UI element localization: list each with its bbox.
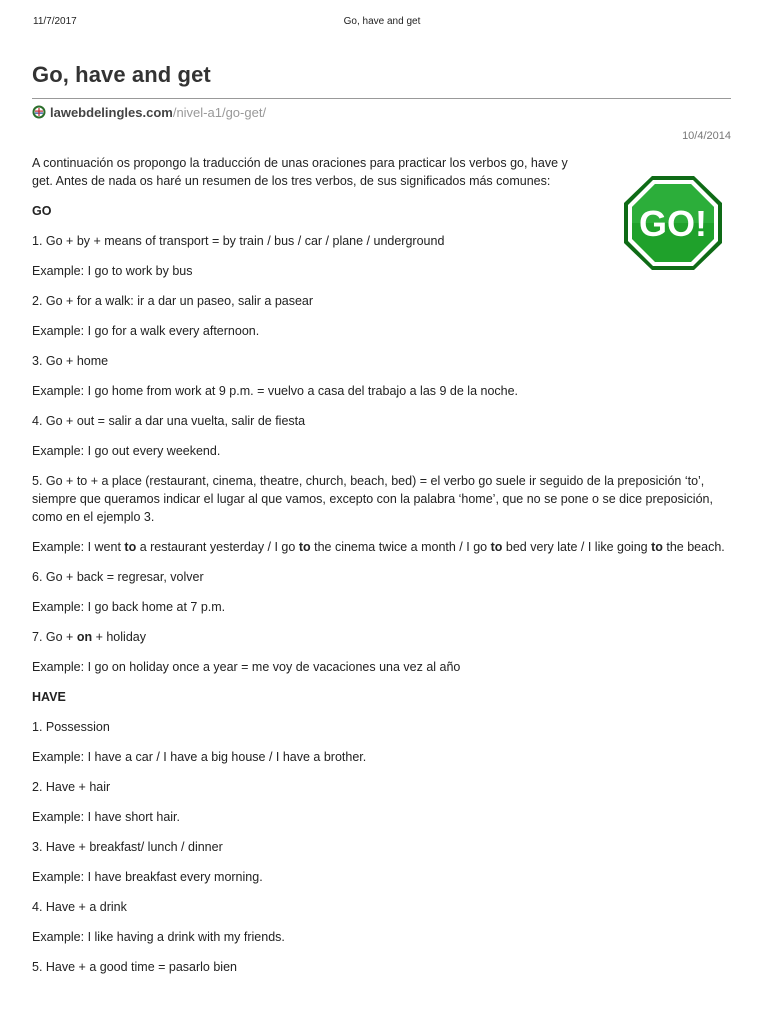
section-heading-have: HAVE [32,690,66,704]
print-title: Go, have and get [343,16,421,27]
go-item-4: 4. Go + out = salir a dar una vuelta, salir de fiesta [32,414,306,428]
have-item-3: 3. Have + breakfast/ lunch / dinner [32,840,223,854]
title-divider [32,98,731,99]
site-favicon-icon [32,105,46,119]
have-example-2: Example: I have short hair. [32,810,180,824]
go-example-6: Example: I go back home at 7 p.m. [32,600,226,614]
go-item-6: 6. Go + back = regresar, volver [32,570,204,584]
go-example-1: Example: I go to work by bus [32,264,193,278]
source-path[interactable]: /nivel-a1/go-get/ [172,104,267,120]
have-example-4: Example: I like having a drink with my friends. [32,930,285,944]
have-item-2: 2. Have + hair [32,780,111,794]
post-date: 10/4/2014 [682,130,731,142]
go-example-3: Example: I go home from work at 9 p.m. = vuelvo a casa del trabajo a las 9 de la noche. [32,384,519,398]
section-heading-go: GO [32,204,52,218]
article-title: Go, have and get [32,62,211,87]
go-example-4: Example: I go out every weekend. [32,444,221,458]
go-item-1: 1. Go + by + means of transport = by train / bus / car / plane / underground [32,234,445,248]
have-item-1: 1. Possession [32,720,110,734]
have-item-4: 4. Have + a drink [32,900,127,914]
go-example-5: Example: I went to a restaurant yesterday / I go to the cinema twice a month / I go to bed very late / I like going to the beach. [32,540,725,554]
print-date: 11/7/2017 [33,16,77,27]
go-item-3: 3. Go + home [32,354,109,368]
source-domain[interactable]: lawebdelingles.com [50,104,173,120]
go-item-2: 2. Go + for a walk: ir a dar un paseo, salir a pasear [32,294,314,308]
go-example-7: Example: I go on holiday once a year = me voy de vacaciones una vez al año [32,660,461,674]
have-item-5: 5. Have + a good time = pasarlo bien [32,960,237,974]
have-example-1: Example: I have a car / I have a big house / I have a brother. [32,750,367,764]
article-body [32,154,732,988]
have-example-3: Example: I have breakfast every morning. [32,870,263,884]
print-header [33,16,731,30]
source-link[interactable] [32,104,266,120]
intro-paragraph: A continuación os propongo la traducción de unas oraciones para practicar los verbos go, have y get. Antes de nada os haré un resumen de los tres verbos, de sus significados más comunes: [32,156,568,188]
go-item-7: 7. Go + on + holiday [32,630,146,644]
sign-text: GO! [639,203,707,244]
go-item-5: 5. Go + to + a place (restaurant, cinema, theatre, church, beach, bed) = el verbo go suele ir seguido de la preposición ‘to’, siempre que queramos indicar el lugar al que vamos, excepto con la palabra ‘home’, que no se pone o se dice preposición, como en el ejemplo 3. [32,474,713,524]
go-example-2: Example: I go for a walk every afternoon. [32,324,260,338]
